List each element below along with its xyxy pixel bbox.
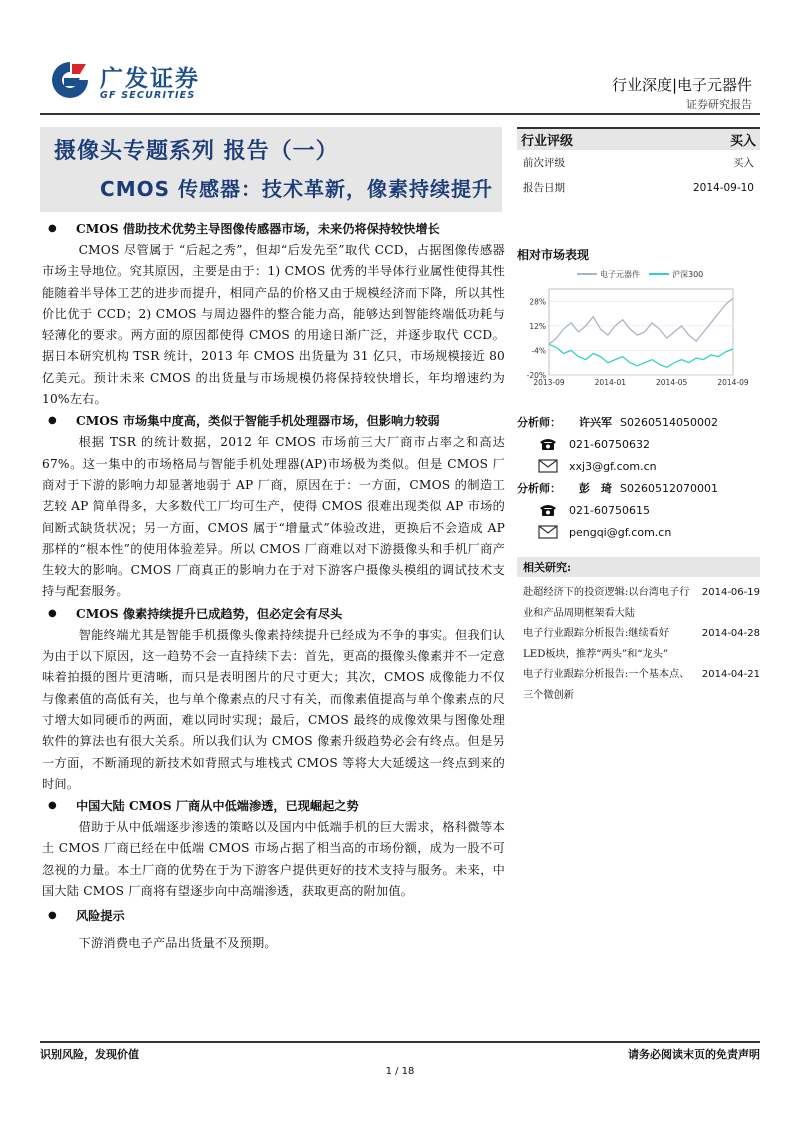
report-type: 证券研究报告 (686, 98, 752, 111)
market-chart (517, 267, 760, 395)
rating-label: 行业评级 (521, 134, 574, 149)
gf-logo-icon (50, 60, 90, 100)
section (42, 218, 505, 410)
analyst-phone: 021-60750615 (569, 503, 650, 517)
header-divider (40, 113, 760, 115)
footer-divider (40, 1041, 760, 1043)
related-item[interactable] (523, 583, 760, 624)
analyst-email[interactable]: xxj3@gf.com.cn (569, 459, 657, 473)
section-heading: ● CMOS 像素持续提升已成趋势，但必定会有尽头 (42, 603, 505, 625)
analyst-cert: S0260512070001 (620, 481, 718, 495)
report-date-value: 2014-09-10 (692, 181, 754, 194)
analyst-phone: 021-60750632 (569, 437, 650, 451)
section-body: 根据 TSR 的统计数据，2012 年 CMOS 市场前三大厂商市占率之和高达 67%。这一集中的市场格局与智能手机处理器(AP)市场极为类似。但是 CMOS 厂商对于下游的影响力却显著地弱于 AP 厂商，原因在于：一方面，CMOS 的制造工艺较 AP 简单得多，大多数代工厂均可生产，使得 CMOS 很难出现类似 AP 市场的间断式缺货状况；另一方面，CMOS 属于“增量式”体验改进，更换后不会造成 AP 那样的“根本性”的使用体验差异。所以 CMOS 厂商难以对下游摄像头和手机厂商产生较大的影响。CMOS 厂商真正的影响力在于对下游客户摄像头模组的调试技术支持与配套服务。 (42, 435, 505, 599)
section-body: 下游消费电子产品出货量不及预期。 (78, 936, 277, 951)
rating-value: 买入 (729, 134, 756, 149)
section-heading: ● CMOS 市场集中度高，类似于智能手机处理器市场，但影响力较弱 (42, 410, 505, 432)
analyst-name: 许兴军 (579, 416, 612, 429)
section-heading: ● CMOS 借助技术优势主导图像传感器市场，未来仍将保持较快增长 (42, 218, 505, 240)
section (42, 905, 505, 954)
section-body: 智能终端尤其是智能手机摄像头像素持续提升已经成为不争的事实。但我们认为由于以下原因，这一趋势不会一直持续下去：首先，更高的摄像头像素并不一定意味着拍摄的图片更清晰，而只是表明图片的尺寸更大；其次，CMOS 成像能力不仅与像素值的高低有关，也与单个像素点的尺寸有关，而像素值提高与单个像素点的尺寸增大如同硬币的两面，难以同时实现；最后，CMOS 最终的成像效果与图像处理软件的算法也有很大关系。所以我们认为 CMOS 像素升级趋势必会有终点。但是另一方面，不断涌现的新技术如背照式与堆栈式 CMOS 等将大大延缓这一终点到来的时间。 (42, 627, 505, 791)
report-main-title: 摄像头专题系列 报告（一） (54, 138, 339, 164)
y-tick-label: -4% (531, 346, 546, 356)
x-tick-label: 2013-09 (533, 378, 565, 387)
analyst-label: 分析师： (517, 416, 561, 429)
section-heading: ● 风险提示 (42, 905, 505, 927)
phone-row (517, 499, 760, 521)
section-body: 借助于从中低端逐步渗透的策略以及国内中低端手机的巨大需求，格科微等本土 CMOS 厂商已经在中低端 CMOS 市场占据了相当高的市场份额，成为一股不可忽视的力量。本土厂商的优势在于为下游客户提供更好的技术支持与服务。未来，中国大陆 CMOS 厂商将有望逐步向中高端渗透，获取更高的附加值。 (42, 820, 505, 899)
report-subtitle: CMOS 传感器：技术革新，像素持续提升 (100, 177, 493, 201)
related-item-date: 2014-04-28 (701, 628, 760, 639)
email-icon (537, 458, 559, 474)
phone-row (517, 433, 760, 455)
phone-icon (537, 502, 559, 518)
section (42, 603, 505, 795)
legend-label: 沪深300 (672, 270, 704, 279)
y-tick-label: 28% (529, 297, 546, 307)
analyst-cert: S0260514050002 (620, 415, 718, 429)
related-research-list (517, 583, 760, 706)
email-icon (537, 524, 559, 540)
y-tick-label: 12% (529, 321, 546, 331)
related-research-title: 相关研究: (517, 557, 760, 577)
main-content (42, 218, 505, 955)
y-tick-label: -20% (526, 371, 546, 380)
prev-rating-label: 前次评级 (523, 157, 565, 169)
page-number: 1 / 18 (385, 1066, 415, 1077)
analyst-label: 分析师： (517, 482, 561, 495)
rating-header (517, 127, 760, 150)
analyst-row (517, 411, 760, 433)
related-item-title: 电子行业跟踪分析报告:继续看好LED板块，推荐“两头”和“龙头” (523, 628, 670, 660)
legend-label: 电子元器件 (600, 270, 640, 279)
section-body: CMOS 尽管属于 “后起之秀”，但却“后发先至”取代 CCD，占据图像传感器市场主导地位。究其原因，主要是由于：1) CMOS 优秀的半导体行业属性使得其性能随着半导体工艺的进步而提升，相同产品的价格又由于规模经济而下降，所以其性价比优于 CCD；2) CMOS 与周边器件的整合能力高，能够达到智能终端低功耗与轻薄化的要求。两方面的原因都使得 CMOS 的用途日渐广泛，并逐步取代 CCD。据日本研究机构 TSR 统计，2013 年 CMOS 出货量为 31 亿只，市场规模接近 80 亿美元。预计未来 CMOS 的出货量与市场规模仍将保持较快增长，年均增速约为 10%左右。 (42, 243, 505, 407)
analyst-row (517, 477, 760, 499)
related-item-title: 电子行业跟踪分析报告:一个基本点、三个微创新 (523, 669, 690, 701)
sidebar (517, 127, 760, 706)
logo-text-cn: 广发证券 (100, 66, 200, 92)
x-tick-label: 2014-09 (717, 378, 749, 387)
section (42, 410, 505, 602)
report-category: 行业深度|电子元器件 (611, 76, 752, 94)
market-chart-title: 相对市场表现 (517, 248, 590, 262)
prev-rating-value: 买入 (733, 157, 754, 169)
report-date-row (517, 175, 760, 200)
related-item[interactable] (523, 624, 760, 665)
footer-slogan: 识别风险，发现价值 (40, 1048, 139, 1061)
phone-icon (537, 436, 559, 452)
related-item-title: 赴超经济下的投资逻辑:以台湾电子行业和产品周期框架看大陆 (523, 587, 690, 619)
x-tick-label: 2014-05 (655, 378, 688, 387)
related-item[interactable] (523, 665, 760, 706)
section (42, 795, 505, 902)
related-item-date: 2014-06-19 (701, 587, 760, 598)
x-tick-label: 2014-01 (594, 378, 627, 387)
footer-disclaimer: 请务必阅读末页的免责声明 (628, 1048, 760, 1061)
email-row (517, 521, 760, 543)
logo-text-en: GF SECURITIES (100, 90, 196, 101)
analyst-email[interactable]: pengqi@gf.com.cn (569, 525, 672, 539)
section-heading: ● 中国大陆 CMOS 厂商从中低端渗透，已现崛起之势 (42, 795, 505, 817)
analyst-name: 彭 琦 (579, 482, 612, 495)
email-row (517, 455, 760, 477)
prev-rating-row (517, 150, 760, 175)
analyst-block (517, 411, 760, 543)
report-date-label: 报告日期 (523, 182, 565, 194)
related-item-date: 2014-04-21 (701, 669, 760, 680)
